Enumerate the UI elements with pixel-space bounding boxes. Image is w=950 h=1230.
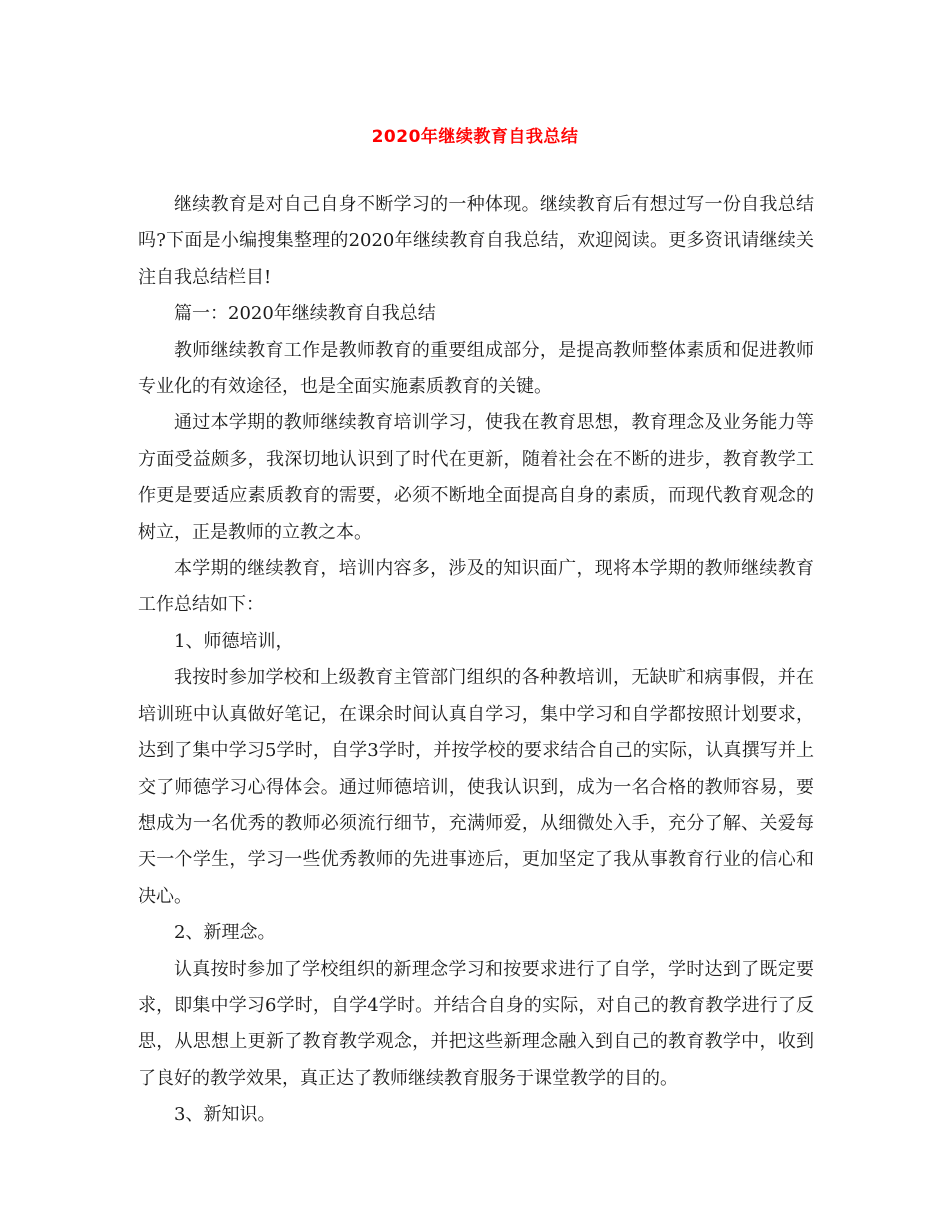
paragraph: 本学期的继续教育，培训内容多，涉及的知识面广，现将本学期的教师继续教育工作总结如下： [138, 558, 814, 616]
paragraph-intro: 继续教育是对自己自身不断学习的一种体现。继续教育后有想过写一份自我总结吗?下面是小编搜集整理的2020年继续教育自我总结，欢迎阅读。更多资讯请继续关注自我总结栏目! [138, 194, 814, 288]
numbered-heading: 3、新知识。 [174, 1104, 276, 1126]
paragraph: 我按时参加学校和上级教育主管部门组织的各种教培训，无缺旷和病事假，并在培训班中认真做好笔记，在课余时间认真自学习，集中学习和自学都按照计划要求，达到了集中学习5学时，自学3学时，并按学校的要求结合自己的实际，认真撰写并上交了师德学习心得体会。通过师德培训，使我认识到，成为一名合格的教师容易，要想成为一名优秀的教师必须流行细节，充满师爱，从细微处入手，充分了解、关爱每天一个学生，学习一些优秀教师的先进事迹后，更加坚定了我从事教育行业的信心和决心。 [138, 667, 814, 907]
paragraph: 认真按时参加了学校组织的新理念学习和按要求进行了自学，学时达到了既定要求，即集中学习6学时，自学4学时。并结合自身的实际，对自己的教育教学进行了反思，从思想上更新了教育教学观念，并把这些新理念融入到自己的教育教学中，收到了良好的教学效果，真正达了教师继续教育服务于课堂教学的目的。 [138, 958, 814, 1089]
paragraph: 通过本学期的教师继续教育培训学习，使我在教育思想，教育理念及业务能力等方面受益颇多，我深切地认识到了时代在更新，随着社会在不断的进步，教育教学工作更是要适应素质教育的需要，必须不断地全面提高自身的素质，而现代教育观念的树立，正是教师的立教之本。 [138, 412, 814, 543]
paragraph: 教师继续教育工作是教师教育的重要组成部分，是提高教师整体素质和促进教师专业化的有效途径，也是全面实施素质教育的关键。 [138, 339, 814, 398]
document-title: 2020年继续教育自我总结 [371, 127, 579, 147]
section-heading: 篇一：2020年继续教育自我总结 [174, 303, 436, 325]
document-body [138, 187, 814, 1134]
numbered-heading: 1、师德培训， [174, 630, 294, 652]
numbered-heading: 2、新理念。 [174, 922, 276, 944]
